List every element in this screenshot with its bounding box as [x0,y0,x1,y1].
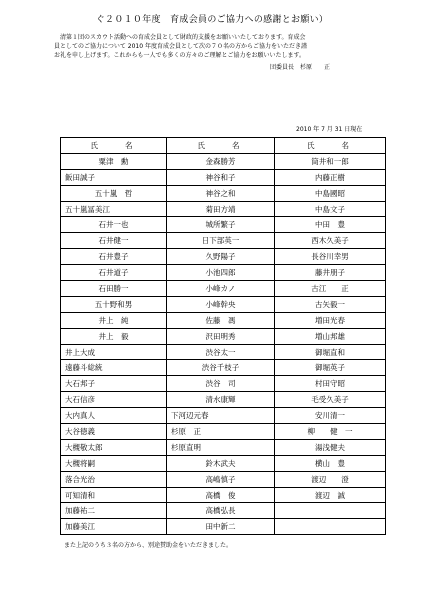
member-name-cell: 渡辺 誠 [275,487,386,503]
member-name-cell: 五十野和男 [61,296,167,312]
member-name-cell: 五十嵐冨美江 [61,201,167,217]
member-name-cell: 五十嵐 哲 [61,185,167,201]
member-name-cell: 大槻敬太郎 [61,439,167,455]
member-name-cell: 加藤美江 [61,519,167,535]
table-row [61,487,386,503]
table-body [61,153,386,534]
member-name-cell: 安川清一 [275,408,386,424]
member-name-cell: 神谷之和 [167,185,275,201]
member-name-cell: 加藤祐二 [61,503,167,519]
as-of-date: 2010 年 7 月 31 日現在 [296,126,363,133]
table-row [61,455,386,471]
member-name-cell: 可知清和 [61,487,167,503]
table-row [61,169,386,185]
member-name-cell: 城所繁子 [167,217,275,233]
table-row [61,185,386,201]
member-name-cell: 井上大成 [61,344,167,360]
intro-paragraph [54,33,384,60]
member-name-cell: 日下部英一 [167,233,275,249]
table-row [61,217,386,233]
member-name-cell: 飯田誠子 [61,169,167,185]
page-title: ぐ２０１０年度 育成会員のご協力への感謝とお願い） [95,15,329,25]
member-name-cell: 大石邦子 [61,376,167,392]
table-row [61,281,386,297]
member-name-cell: 石井豊子 [61,249,167,265]
table-row [61,233,386,249]
member-name-cell: 井上 毅 [61,328,167,344]
member-name-cell: 高嶋慎子 [167,471,275,487]
member-name-cell: 杉原 正 [167,424,275,440]
table-row [61,265,386,281]
member-name-cell: 石井一也 [61,217,167,233]
member-name-cell: 高橋 俊 [167,487,275,503]
member-name-cell: 長谷川幸男 [275,249,386,265]
member-name-cell: 石田勝一 [61,281,167,297]
member-name-cell [275,503,386,519]
member-name-cell: 大谷徳義 [61,424,167,440]
signature: 団委員長 杉原 正 [270,64,331,71]
member-name-cell: 増田光春 [275,312,386,328]
member-name-cell: 湯浅健夫 [275,439,386,455]
member-table [60,137,386,535]
member-name-cell: 清水康輝 [167,392,275,408]
member-name-cell: 西木久美子 [275,233,386,249]
member-name-cell: 久野陽子 [167,249,275,265]
member-name-cell: 中田 豊 [275,217,386,233]
member-name-cell: 大槻将嗣 [61,455,167,471]
table-row [61,344,386,360]
table-row [61,296,386,312]
member-name-cell: 田中新二 [167,519,275,535]
intro-line: お礼を申し上げます。これからも一人でも多くの方々のご理解とご協力をお願いいたします。 [54,52,306,59]
member-name-cell: 落合光治 [61,471,167,487]
table-row [61,312,386,328]
member-name-cell: 金森勝芳 [167,153,275,169]
member-name-cell: 大石信彦 [61,392,167,408]
member-name-cell: 小峰幹央 [167,296,275,312]
table-row [61,424,386,440]
member-name-cell: 下河辺元春 [167,408,275,424]
table-row [61,471,386,487]
member-name-cell: 井上 純 [61,312,167,328]
member-name-cell: 沢田明秀 [167,328,275,344]
member-name-cell: 渋谷 司 [167,376,275,392]
table-row [61,328,386,344]
table-row [61,360,386,376]
member-name-cell: 古矢毅一 [275,296,386,312]
member-name-cell: 小峰カノ [167,281,275,297]
member-name-cell: 大内真人 [61,408,167,424]
member-name-cell: 増山邦雄 [275,328,386,344]
member-name-cell: 御堀英子 [275,360,386,376]
table-row [61,503,386,519]
member-name-cell: 石井健一 [61,233,167,249]
intro-line: 員としてのご協力について 2010 年度育成会員として次の７０名の方からご協力をいただき謹 [54,43,307,50]
intro-line: 清第１団のスカウト活動への育成会員として財政的支援をお願いいたしております。育成会 [60,34,306,41]
member-name-cell: 渋谷千枝子 [167,360,275,376]
member-name-cell: 横山 豊 [275,455,386,471]
table-row [61,201,386,217]
member-name-cell: 遠藤斗総統 [61,360,167,376]
member-name-cell: 村田守昭 [275,376,386,392]
member-name-cell: 石井道子 [61,265,167,281]
table-row [61,408,386,424]
table-row [61,376,386,392]
column-header: 氏 名 [61,138,167,154]
member-name-cell: 杉原直明 [167,439,275,455]
table-row [61,153,386,169]
member-name-cell: 粟津 勳 [61,153,167,169]
member-name-cell: 佐藤 馮 [167,312,275,328]
member-name-cell: 中島國昭 [275,185,386,201]
table-row [61,519,386,535]
member-name-cell: 柳 健 一 [275,424,386,440]
member-name-cell: 毛受久美子 [275,392,386,408]
member-name-cell: 神谷和子 [167,169,275,185]
member-name-cell: 渡辺 澄 [275,471,386,487]
member-name-cell: 中島文子 [275,201,386,217]
member-name-cell: 高橋弘長 [167,503,275,519]
member-name-cell: 内藤正樹 [275,169,386,185]
member-name-cell: 鈴木武夫 [167,455,275,471]
member-name-cell: 古江 正 [275,281,386,297]
member-name-cell: 菊田方靖 [167,201,275,217]
column-header: 氏 名 [167,138,275,154]
member-name-cell: 小池四郎 [167,265,275,281]
member-name-cell: 渋谷太一 [167,344,275,360]
member-name-cell: 藤井朋子 [275,265,386,281]
table-row [61,392,386,408]
table-header-row [61,138,386,154]
column-header: 氏 名 [275,138,386,154]
member-name-cell: 御堀直和 [275,344,386,360]
member-name-cell: 筒井和一郎 [275,153,386,169]
table-row [61,439,386,455]
member-name-cell [275,519,386,535]
footer-note: また上記のうち３名の方から、別途賛助金をいただきました。 [64,542,233,549]
table-row [61,249,386,265]
